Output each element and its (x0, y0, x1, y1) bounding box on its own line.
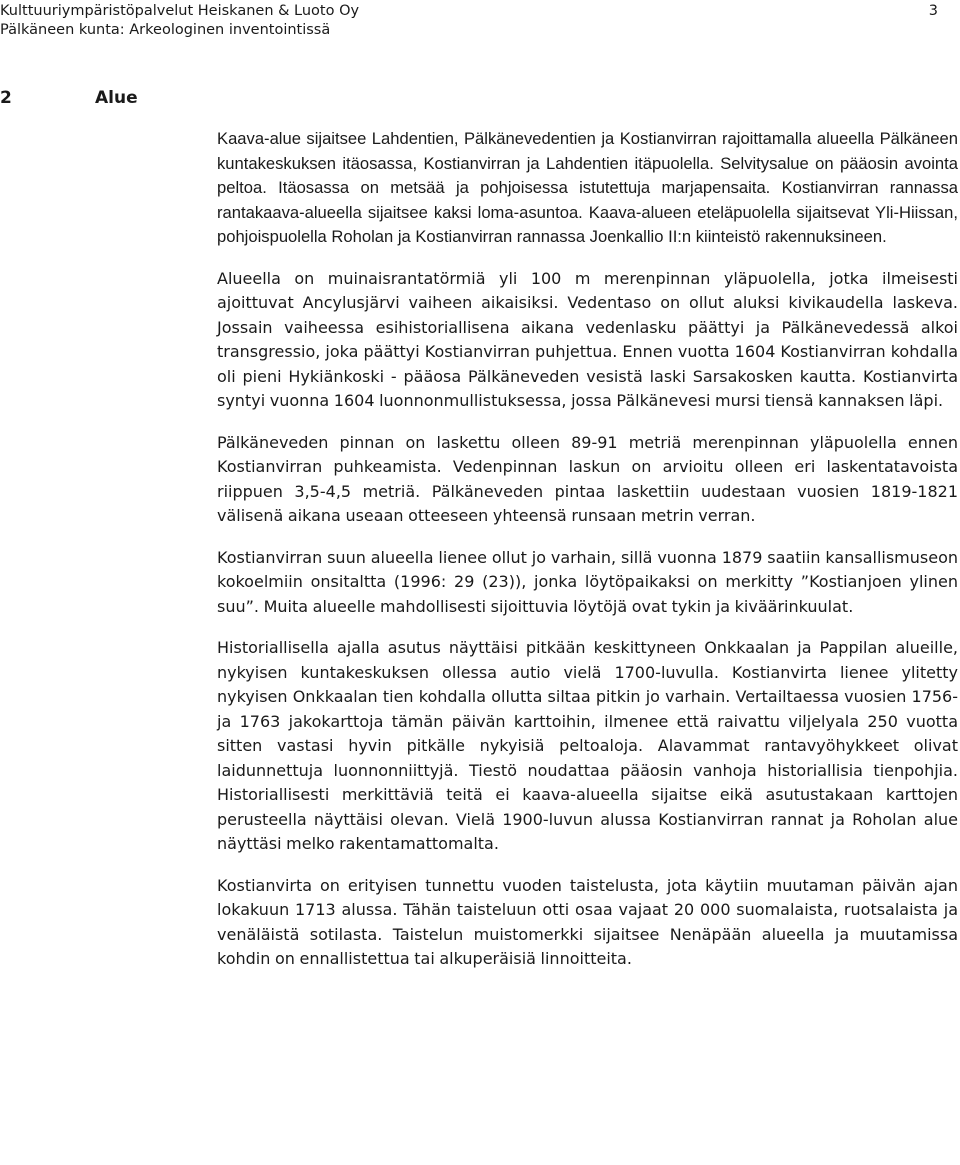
paragraph-water-level: Pälkäneveden pinnan on laskettu olleen 89‑91 metriä merenpinnan yläpuolella ennen Kostianvirran puhkeamista. Vedenpinnan laskun on arvioitu olleen eri laskentatavoista riippuen 3,5‑4,5 metriä. Pälkäneveden pintaa laskettiin uudestaan vuosien 1819-1821 välisenä aikana useaan otteeseen yhteensä runsaan metrin verran. (217, 432, 958, 526)
paragraph-area-description: Kaava-alue sijaitsee Lahdentien, Pälkänevedentien ja Kostianvirran rajoittamalla alueella Pälkäneen kuntakeskuksen itäosassa, Kostianvirran ja Lahdentien itäpuolella. Selvitysalue on pääosin avointa peltoa. Itäosassa on metsää ja pohjoisessa istutettuja marjapensaita. Kostianvirran rannassa rantakaava-alueella sijaitsee kaksi loma-asuntoa. Kaava-alueen eteläpuolella sijaitsevat Yli-Hiissan, pohjoispuolella Roholan ja Kostianvirran rannassa Joenkallio II:n kiinteistö rakennuksineen. (217, 129, 958, 247)
section-title: Alue (95, 88, 138, 108)
document-body (217, 127, 958, 972)
section-heading (0, 85, 138, 111)
paragraph-shorelines: Alueella on muinaisrantatörmiä yli 100 m merenpinnan yläpuolella, jotka ilmeisesti ajoittuvat Ancylusjärvi vaiheen aikaisiksi. Vedentaso on ollut aluksi kivikaudella laskeva. Jossain vaiheessa esihistoriallisena aikana vedenlasku päättyi ja Pälkänevedessä alkoi transgressio, joka päättyi Kostianvirran puhjettua. Ennen vuotta 1604 Kostianvirran kohdalla oli pieni Hykiänkoski - pääosa Pälkäneveden vesistä laski Sarsakosken kautta. Kostianvirta syntyi vuonna 1604 luonnonmullistuksessa, jossa Pälkänevesi mursi tiensä kannaksen läpi. (217, 268, 958, 411)
page-header (0, 0, 960, 44)
company-name: Kulttuuriympäristöpalvelut Heiskanen & Luoto Oy (0, 3, 360, 19)
paragraph-battle: Kostianvirta on erityisen tunnettu vuoden taistelusta, jota käytiin muutaman päivän ajan lokakuun 1713 alussa. Tähän taisteluun otti osaa vajaat 20 000 suomalaista, ruotsalaista ja venäläistä sotilasta. Taistelun muistomerkki sijaitsee Nenäpään alueella ja muutamissa kohdin on ennallistettua tai alkuperäisiä linnoitteita. (217, 875, 958, 969)
page-number: 3 (928, 3, 938, 19)
section-number: 2 (0, 88, 12, 108)
paragraph-historical-settlement: Historiallisella ajalla asutus näyttäisi pitkään keskittyneen Onkkaalan ja Pappilan alueille, nykyisen kuntakeskuksen ollessa autio vielä 1700-luvulla. Kostianvirta lienee ylitetty nykyisen Onkkaalan tien kohdalla ollutta siltaa pitkin jo varhain. Vertailtaessa vuosien 1756- ja 1763 jakokarttoja tämän päivän karttoihin, ilmenee että raivattu viljelyala 250 vuotta sitten vastasi hyvin pitkälle nykyisiä peltoaloja. Alavammat rantavyöhykkeet olivat laidunnettuja luonnonniittyjä. Tiestö noudattaa pääosin vanhoja historiallisia tienpohjia. Historiallisesti merkittäviä teitä ei kaava-alueella sijaitse eikä asutustakaan karttojen perusteella näyttäisi olevan. Vielä 1900-luvun alussa Kostianvirran rannat ja Roholan alue näyttäsi melko rakentamattomalta. (217, 638, 958, 854)
paragraph-finds: Kostianvirran suun alueella lienee ollut jo varhain, sillä vuonna 1879 saatiin kansallismuseon kokoelmiin onsitaltta (1996: 29 (23)), jonka löytöpaikaksi on merkitty ”Kostianjoen ylinen suu”. Muita alueelle mahdollisesti sijoittuvia löytöjä ovat tykin ja kiväärinkuulat. (217, 547, 958, 616)
report-title: Pälkäneen kunta: Arkeologinen inventointissä (0, 22, 331, 38)
